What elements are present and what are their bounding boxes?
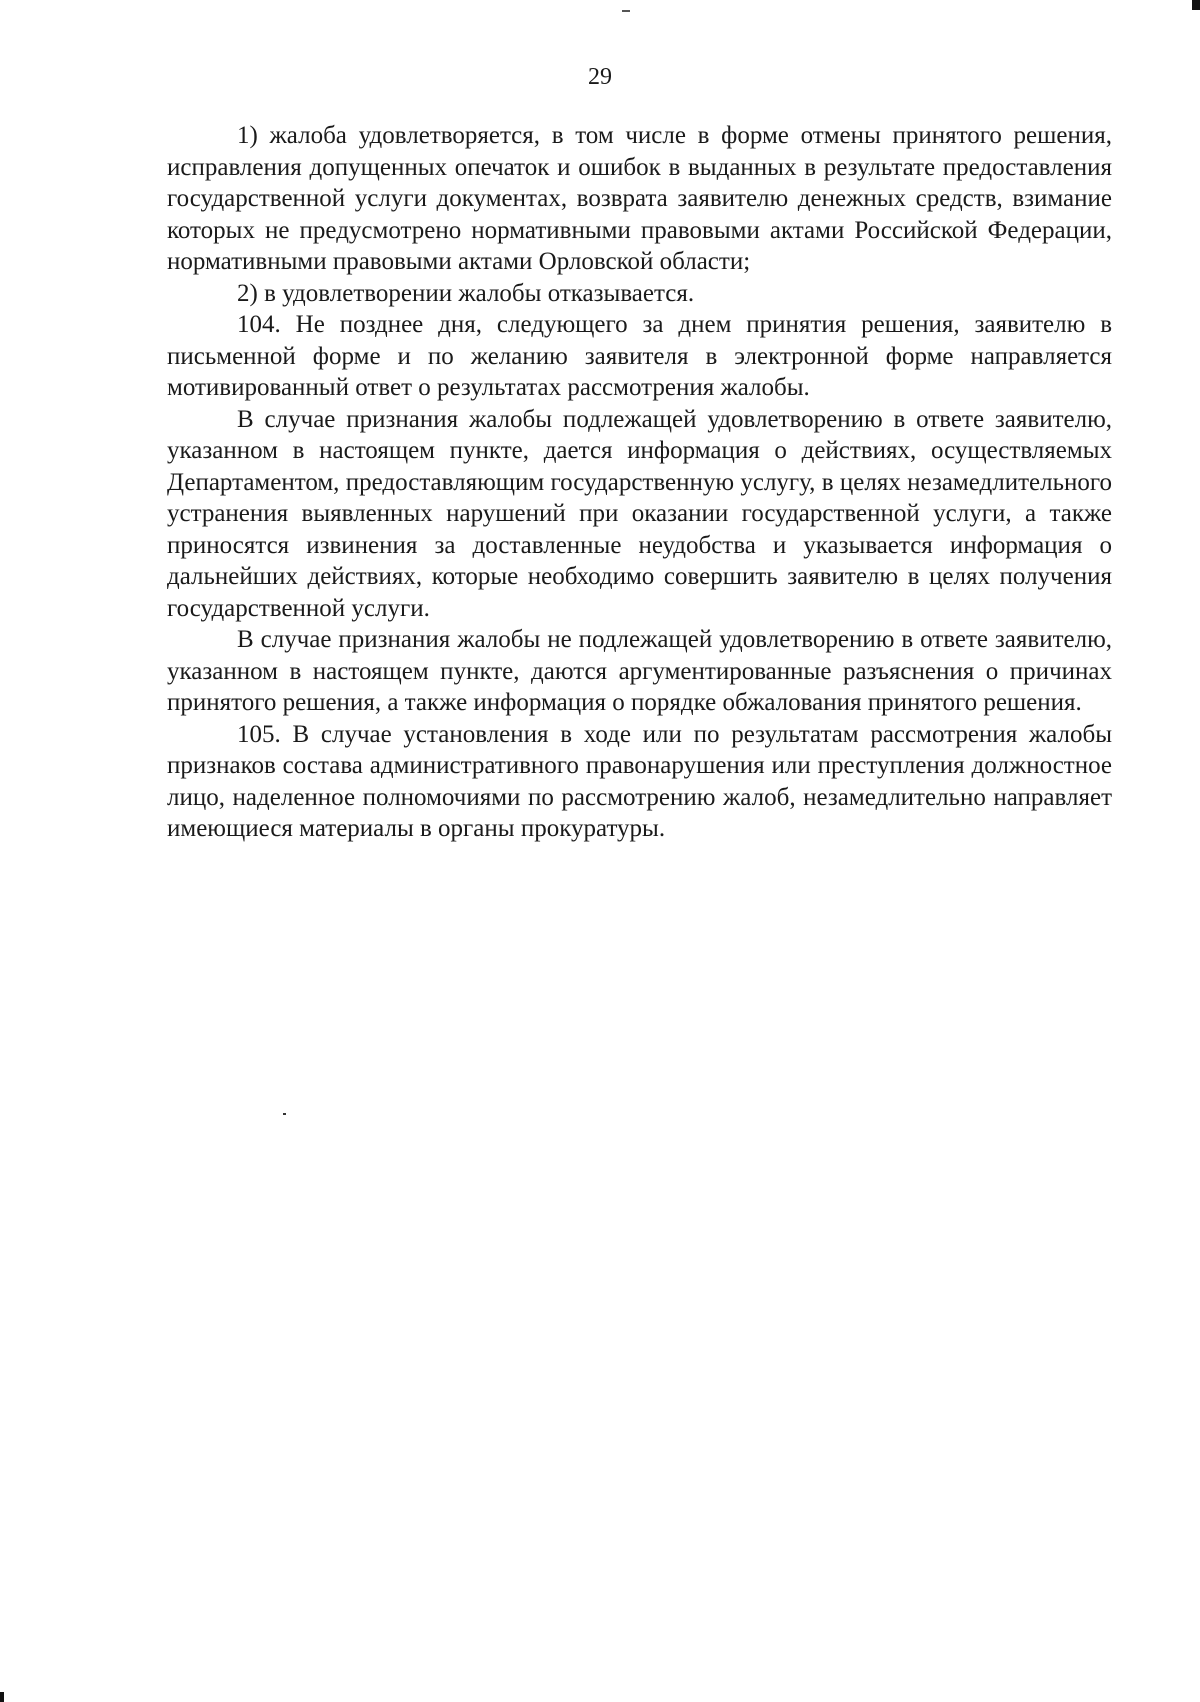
page-number: 29 [588, 64, 612, 90]
scan-mark-top-right [1192, 0, 1200, 10]
paragraph-104-rejected: В случае признания жалобы не подлежащей удовлетворению в ответе заявителю, указанном в настоящем пункте, даются аргументированные разъяснения о причинах принятого решения, а также информация о порядке обжалования принятого решения. [167, 626, 1112, 716]
paragraph-105: 105. В случае установления в ходе или по результатам рассмотрения жалобы признаков состава административного правонарушения или преступления должностное лицо, наделенное полномочиями по рассмотрению жалоб, незамедлительно направляет имеющиеся материалы в органы прокуратуры. [167, 720, 1112, 842]
scan-speck [283, 1113, 286, 1115]
paragraph-104-satisfied: В случае признания жалобы подлежащей удовлетворению в ответе заявителю, указанном в настоящем пункте, дается информация о действиях, осуществляемых Департаментом, предоставляющим государственную услугу, в целях незамедлительного устранения выявленных нарушений при оказании государственной услуги, а также приносятся извинения за доставленные неудобства и указывается информация о дальнейших действиях, которые необходимо совершить заявителю в целях получения государственной услуги. [167, 405, 1112, 622]
paragraph-item-2: 2) в удовлетворении жалобы отказывается. [237, 279, 695, 307]
scan-mark-bottom-left [0, 1692, 4, 1702]
paragraph-104: 104. Не позднее дня, следующего за днем принятия решения, заявителю в письменной форме и по желанию заявителя в электронной форме направляется мотивированный ответ о результатах рассмотрения жалобы. [167, 311, 1112, 401]
document-body [167, 120, 1112, 845]
scan-mark-top-center [622, 10, 630, 12]
paragraph-item-1: 1) жалоба удовлетворяется, в том числе в форме отмены принятого решения, исправления допущенных опечаток и ошибок в выданных в результате предоставления государственной услуги документах, возврата заявителю денежных средств, взимание которых не предусмотрено нормативными правовыми актами Российской Федерации, нормативными правовыми актами Орловской области; [167, 122, 1112, 275]
